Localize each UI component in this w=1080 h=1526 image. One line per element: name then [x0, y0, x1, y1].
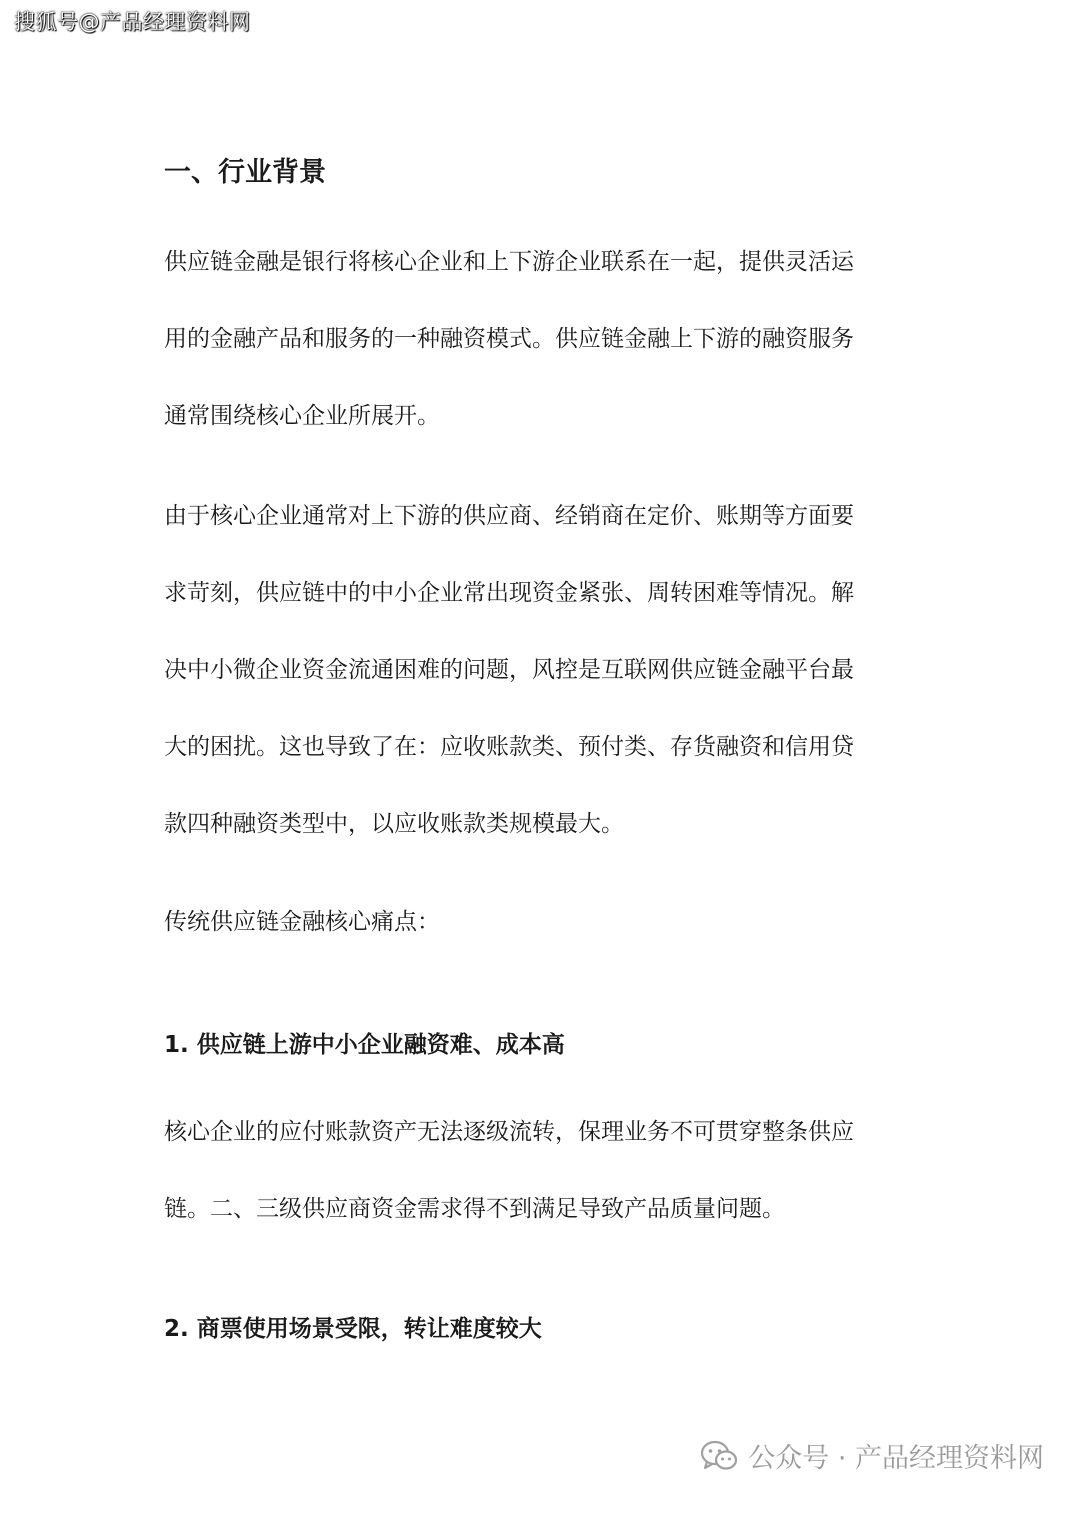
footer-watermark-text: 公众号 · 产品经理资料网 [748, 1443, 1044, 1474]
paragraph-point-1 [164, 1094, 854, 1248]
point-2-title: 2. 商票使用场景受限，转让难度较大 [164, 1316, 542, 1342]
paragraph-line: 链。二、三级供应商资金需求得不到满足导致产品质量问题。 [164, 1196, 785, 1222]
source-watermark: 搜狐号@产品经理资料网 [14, 10, 251, 34]
paragraph-background [164, 478, 854, 863]
paragraph-line: 传统供应链金融核心痛点： [164, 909, 440, 935]
paragraph-intro [164, 224, 854, 455]
paragraph-line: 供应链金融是银行将核心企业和上下游企业联系在一起，提供灵活运 [164, 249, 854, 275]
wechat-icon [700, 1439, 738, 1473]
paragraph-line: 由于核心企业通常对上下游的供应商、经销商在定价、账期等方面要 [164, 503, 854, 529]
footer-watermark [700, 1436, 1044, 1475]
paragraph-line: 核心企业的应付账款资产无法逐级流转，保理业务不可贯穿整条供应 [164, 1119, 854, 1145]
paragraph-pain-points-intro [164, 884, 440, 961]
paragraph-line: 大的困扰。这也导致了在：应收账款类、预付类、存货融资和信用贷 [164, 734, 854, 760]
paragraph-line: 求苛刻，供应链中的中小企业常出现资金紧张、周转困难等情况。解 [164, 580, 854, 606]
point-1-title: 1. 供应链上游中小企业融资难、成本高 [164, 1032, 565, 1058]
paragraph-line: 通常围绕核心企业所展开。 [164, 403, 440, 429]
paragraph-line: 用的金融产品和服务的一种融资模式。供应链金融上下游的融资服务 [164, 326, 854, 352]
paragraph-line: 款四种融资类型中，以应收账款类规模最大。 [164, 811, 624, 837]
section-title: 一、行业背景 [164, 157, 326, 188]
paragraph-line: 决中小微企业资金流通困难的问题，风控是互联网供应链金融平台最 [164, 657, 854, 683]
